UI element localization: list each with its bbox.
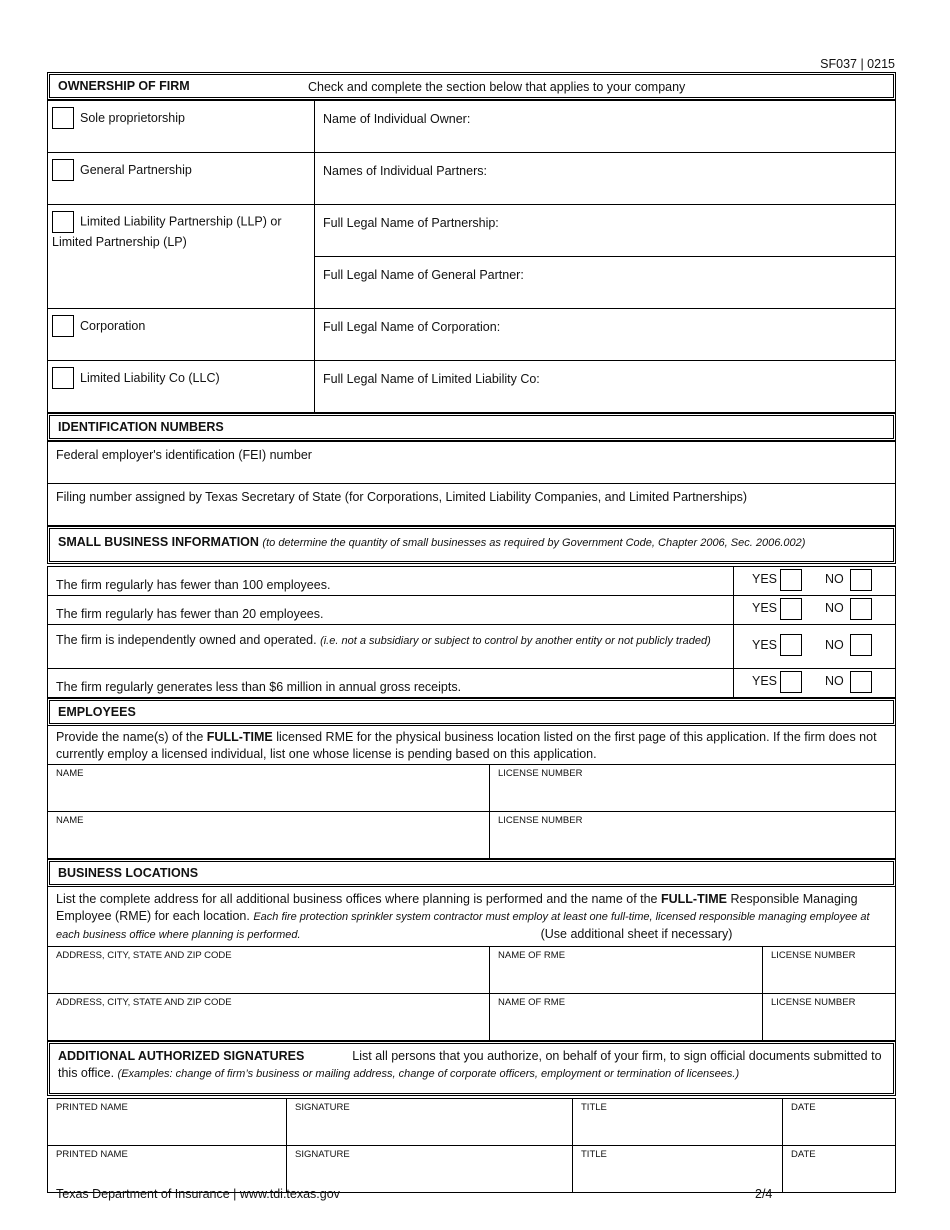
rme-label: NAME OF RME [498, 950, 566, 961]
rme-license-field[interactable] [763, 994, 896, 1041]
small-business-table [47, 566, 896, 698]
footer-agency: Texas Department of Insurance | www.tdi.texas.gov [56, 1187, 340, 1201]
signatures-examples: (Examples: change of firm’s business or mailing address, change of corporate officers, employment or termination of licensees.) [117, 1068, 740, 1080]
corporation-name-field[interactable] [315, 309, 896, 361]
small-business-subtitle: (to determine the quantity of small businesses as required by Government Code, Chapter 2006, Sec. 2006.002) [262, 537, 806, 549]
sole-proprietorship-label: Sole proprietorship [80, 111, 185, 125]
sb-row-100 [48, 567, 896, 596]
individual-partners-field[interactable] [315, 153, 896, 205]
llc-label: Limited Liability Co (LLC) [80, 371, 220, 385]
individual-owner-field[interactable] [315, 101, 896, 153]
title-field[interactable] [573, 1099, 783, 1146]
locations-instructions [47, 887, 896, 946]
locations-title: BUSINESS LOCATIONS [58, 866, 199, 880]
sb-row-independent [48, 625, 896, 669]
corporation-checkbox[interactable] [52, 315, 74, 337]
corporation-name-label: Full Legal Name of Corporation: [323, 320, 501, 334]
filing-number-label: Filing number assigned by Texas Secretary of State (for Corporations, Limited Liability Companies, and Limited Partnerships) [56, 490, 748, 504]
identification-table [47, 441, 896, 526]
sb-q1-label: The firm regularly has fewer than 100 employees. [56, 578, 331, 592]
locations-text-italic: Each fire protection sprinkler system contractor must employ at least one full-time, licensed responsible managing employee at each business office where planning is performed. [56, 911, 870, 941]
location-row [48, 994, 896, 1041]
signature-row [48, 1146, 896, 1193]
date-field[interactable] [783, 1146, 896, 1193]
llc-name-label: Full Legal Name of Limited Liability Co: [323, 372, 540, 386]
ownership-note: Check and complete the section below that applies to your company [308, 80, 686, 94]
employee-name-field[interactable] [48, 812, 490, 859]
sb-q4-label: The firm regularly generates less than $6 million in annual gross receipts. [56, 680, 462, 694]
rme-name-field[interactable] [490, 994, 763, 1041]
signatures-text: List all persons that you authorize, on behalf of your firm, to sign official documents submitted to this office. [58, 1049, 882, 1080]
ownership-title: OWNERSHIP OF FIRM [58, 79, 190, 93]
no-label: NO [825, 638, 844, 652]
address-label: ADDRESS, CITY, STATE AND ZIP CODE [56, 950, 232, 961]
q3-yes-checkbox[interactable] [780, 634, 802, 656]
sb-row-receipts [48, 669, 896, 698]
employee-name-field[interactable] [48, 765, 490, 812]
sb-row-20 [48, 596, 896, 625]
locations-header [47, 859, 896, 887]
printed-name-label: PRINTED NAME [56, 1149, 128, 1160]
q1-no-checkbox[interactable] [850, 569, 872, 591]
signature-field[interactable] [287, 1099, 573, 1146]
employees-instructions [47, 726, 896, 764]
q4-yes-checkbox[interactable] [780, 671, 802, 693]
employees-text-2: licensed RME for the physical business location listed on the first page of this application. If the firm does not currently employ a licensed individual, list one whose license is pending based on this application. [56, 730, 877, 761]
employees-title: EMPLOYEES [58, 705, 136, 719]
employee-row [48, 812, 896, 859]
fei-label: Federal employer's identification (FEI) number [56, 448, 312, 462]
yes-label: YES [752, 572, 778, 586]
fei-field[interactable] [48, 442, 896, 484]
date-label: DATE [791, 1102, 816, 1113]
q4-no-checkbox[interactable] [850, 671, 872, 693]
ownership-table [47, 100, 896, 413]
date-label: DATE [791, 1149, 816, 1160]
license-number-label: LICENSE NUMBER [771, 950, 856, 961]
signature-field[interactable] [287, 1146, 573, 1193]
ownership-row-sole [48, 101, 896, 153]
ownership-row-llc [48, 361, 896, 413]
employees-header [47, 698, 896, 726]
address-label: ADDRESS, CITY, STATE AND ZIP CODE [56, 997, 232, 1008]
signature-row [48, 1099, 896, 1146]
corporation-label: Corporation [80, 319, 146, 333]
address-field[interactable] [48, 947, 490, 994]
employee-row [48, 765, 896, 812]
general-partnership-label: General Partnership [80, 163, 192, 177]
llp-label: Limited Liability Partnership (LLP) or Limited Partnership (LP) [52, 214, 282, 249]
signature-label: SIGNATURE [295, 1102, 350, 1113]
identification-title: IDENTIFICATION NUMBERS [58, 420, 224, 434]
q2-yes-checkbox[interactable] [780, 598, 802, 620]
signatures-header [47, 1041, 896, 1096]
title-field[interactable] [573, 1146, 783, 1193]
printed-name-field[interactable] [48, 1099, 287, 1146]
small-business-title: SMALL BUSINESS INFORMATION [58, 535, 259, 549]
yes-label: YES [752, 638, 778, 652]
rme-license-field[interactable] [763, 947, 896, 994]
ownership-row-gp [48, 153, 896, 205]
general-partner-name-field[interactable] [315, 257, 896, 309]
location-row [48, 947, 896, 994]
ownership-header [47, 72, 896, 100]
no-label: NO [825, 601, 844, 615]
llp-checkbox[interactable] [52, 211, 74, 233]
identification-header [47, 413, 896, 441]
title-label: TITLE [581, 1149, 607, 1160]
signatures-table [47, 1098, 896, 1193]
employees-table [47, 764, 896, 859]
q1-yes-checkbox[interactable] [780, 569, 802, 591]
no-label: NO [825, 674, 844, 688]
partnership-name-field[interactable] [315, 205, 896, 257]
form-code: SF037 | 0215 [820, 57, 895, 71]
employee-license-field[interactable] [490, 765, 896, 812]
employee-license-field[interactable] [490, 812, 896, 859]
address-field[interactable] [48, 994, 490, 1041]
form-page [47, 72, 896, 1193]
ownership-row-llp [48, 205, 896, 257]
employees-text-1: Provide the name(s) of the [56, 730, 207, 744]
individual-partners-label: Names of Individual Partners: [323, 164, 487, 178]
sb-q3-label: The firm is independently owned and operated. [56, 633, 317, 647]
rme-label: NAME OF RME [498, 997, 566, 1008]
employees-text-bold: FULL-TIME [206, 730, 273, 744]
individual-owner-label: Name of Individual Owner: [323, 112, 471, 126]
printed-name-field[interactable] [48, 1146, 287, 1193]
locations-text-1: List the complete address for all additional business offices where planning is performed and the name of the [56, 892, 661, 906]
partnership-name-label: Full Legal Name of Partnership: [323, 216, 499, 230]
small-business-header [47, 526, 896, 564]
date-field[interactable] [783, 1099, 896, 1146]
rme-name-field[interactable] [490, 947, 763, 994]
llc-name-field[interactable] [315, 361, 896, 413]
q3-no-checkbox[interactable] [850, 634, 872, 656]
general-partner-name-label: Full Legal Name of General Partner: [323, 268, 524, 282]
title-label: TITLE [581, 1102, 607, 1113]
printed-name-label: PRINTED NAME [56, 1102, 128, 1113]
yes-label: YES [752, 674, 778, 688]
llc-checkbox[interactable] [52, 367, 74, 389]
signature-label: SIGNATURE [295, 1149, 350, 1160]
name-label: NAME [56, 768, 84, 779]
footer-page-number: 2/4 [755, 1187, 773, 1201]
ownership-row-corp [48, 309, 896, 361]
sb-q2-label: The firm regularly has fewer than 20 employees. [56, 607, 324, 621]
no-label: NO [825, 572, 844, 586]
locations-text-bold: FULL-TIME [661, 892, 727, 906]
locations-additional-sheet: (Use additional sheet if necessary) [540, 927, 733, 941]
filing-number-field[interactable] [48, 484, 896, 526]
sole-proprietorship-checkbox[interactable] [52, 107, 74, 129]
general-partnership-checkbox[interactable] [52, 159, 74, 181]
license-number-label: LICENSE NUMBER [771, 997, 856, 1008]
q2-no-checkbox[interactable] [850, 598, 872, 620]
sb-q3-note: (i.e. not a subsidiary or subject to control by another entity or not publicly traded) [320, 635, 711, 647]
locations-table [47, 946, 896, 1041]
license-number-label: LICENSE NUMBER [498, 815, 583, 826]
yes-label: YES [752, 601, 778, 615]
locations-text-2: Responsible Managing Employee (RME) for each location. [56, 892, 858, 923]
license-number-label: LICENSE NUMBER [498, 768, 583, 779]
signatures-title: ADDITIONAL AUTHORIZED SIGNATURES [58, 1049, 305, 1063]
name-label: NAME [56, 815, 84, 826]
